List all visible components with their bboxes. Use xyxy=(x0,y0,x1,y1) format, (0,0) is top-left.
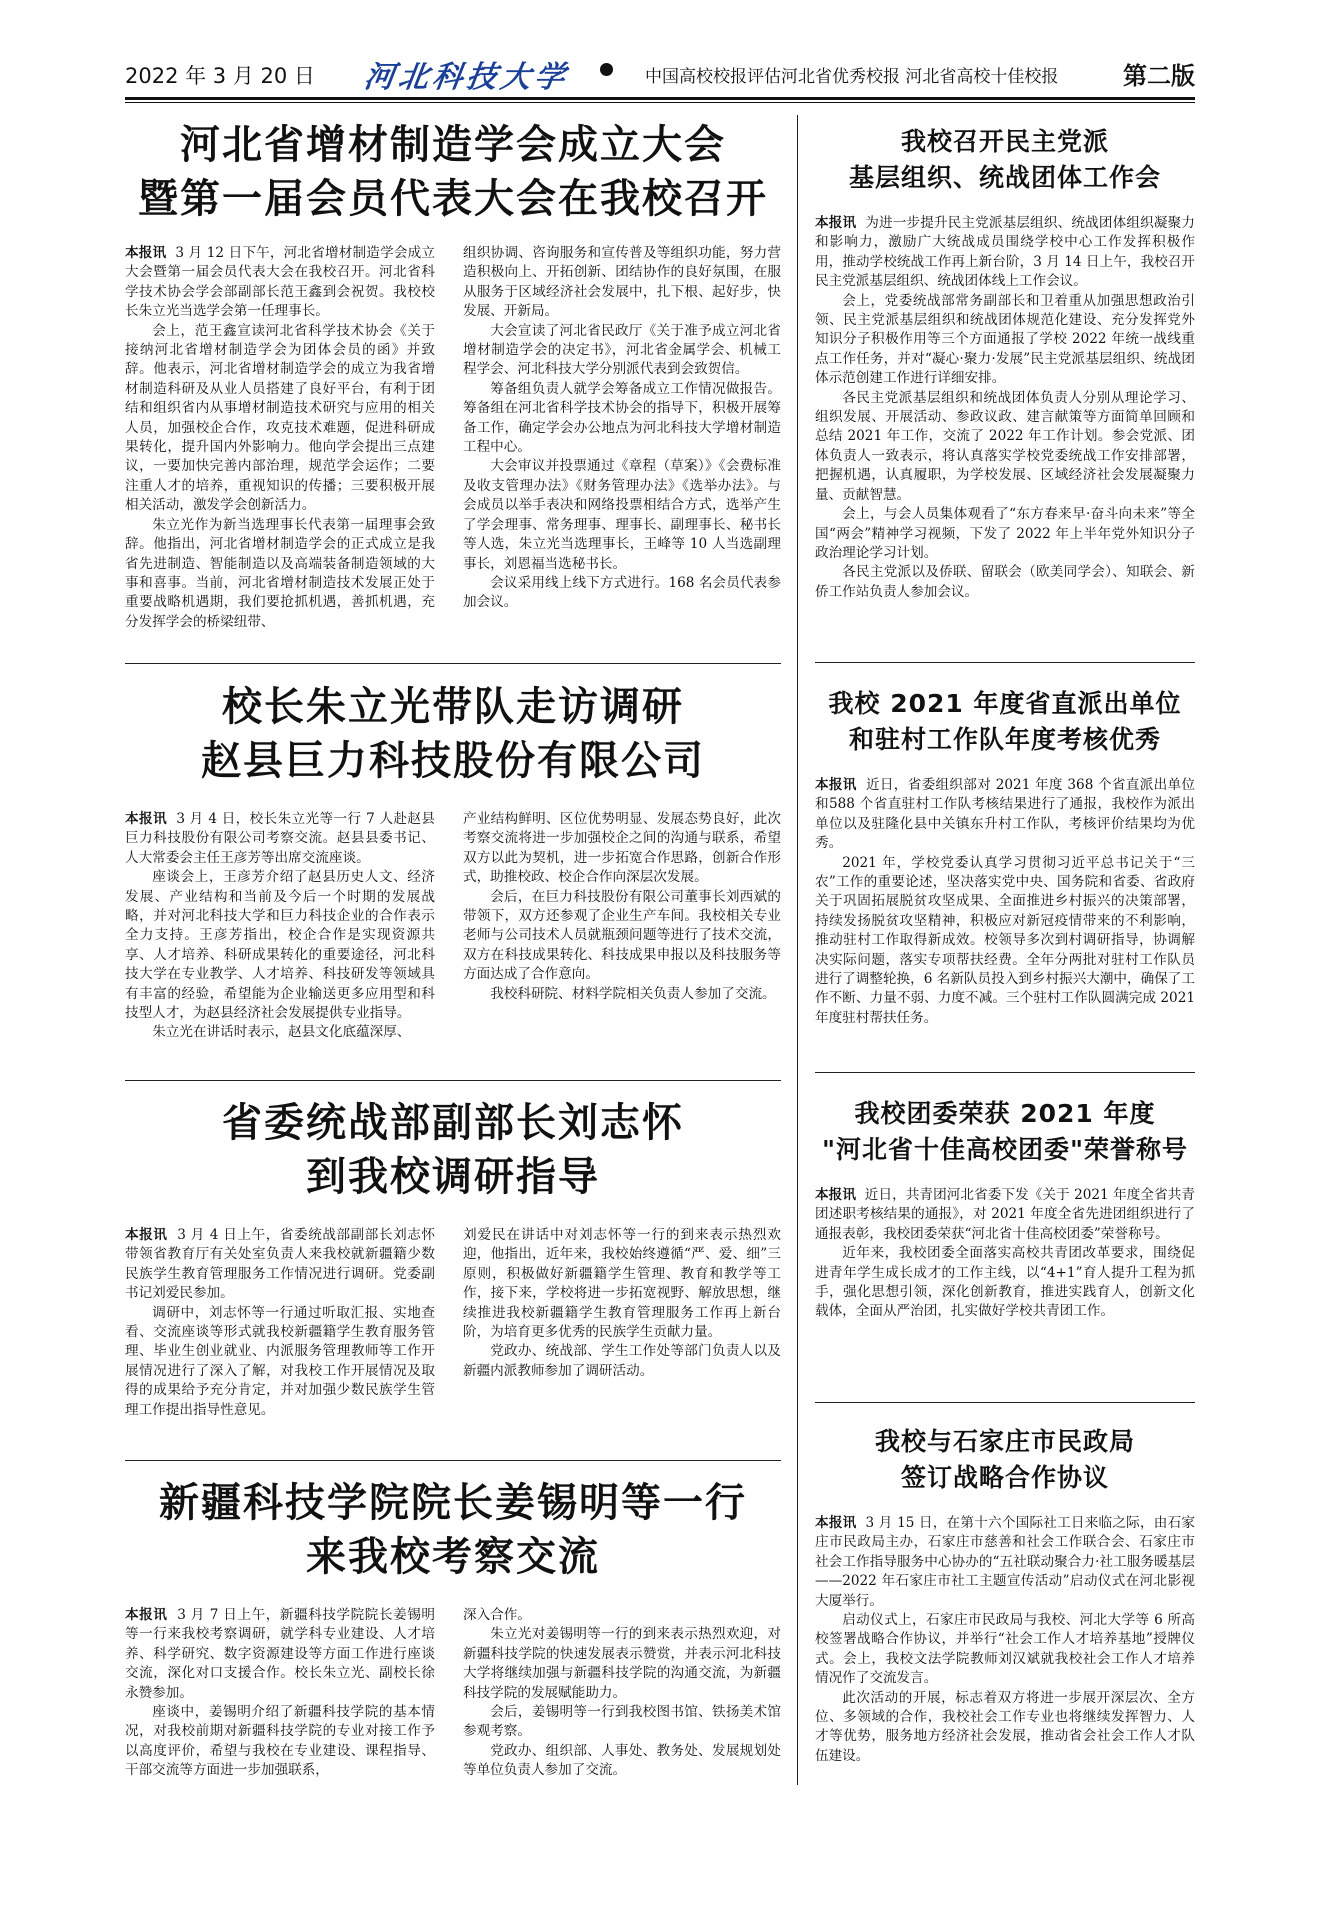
section-rule xyxy=(125,663,781,664)
article-headline xyxy=(125,118,781,226)
headline-line: 基层组织、统战团体工作会 xyxy=(848,163,1161,192)
article-column xyxy=(463,1606,781,1792)
article-headline xyxy=(815,124,1195,196)
headline-line: 来我校考察交流 xyxy=(306,1534,600,1580)
headline-line: 和驻村工作队年度考核优秀 xyxy=(848,725,1161,754)
paragraph: 2021 年，学校党委认真学习贯彻习近平总书记关于“三农”工作的重要论述，坚决落实党中央、国务院和省委、省政府关于巩固拓展脱贫攻坚成果、全面推进乡村振兴的决策部署，持续发扬脱贫攻坚精神，积极应对新冠疫情带来的不利影响，推动驻村工作取得新成效。校领导多次到村调研指导，协调解决实际问题，落实专项帮扶经费。全年分两批对驻村工作队员进行了调整轮换，6 名新队员投入到乡村振兴大潮中，确保了工作不断、力量不弱、力度不减。三个驻村工作队圆满完成 2021 年度驻村帮扶任务。 xyxy=(815,854,1195,1026)
article-column xyxy=(463,1226,781,1402)
section-rule xyxy=(125,1460,781,1461)
article-xinjiang-college-visit xyxy=(125,1476,781,1792)
lead-tag: 本报讯 xyxy=(125,245,167,261)
article-column xyxy=(125,244,435,639)
article-column xyxy=(463,244,781,639)
bullet-dot-icon xyxy=(600,63,613,76)
section-rule xyxy=(815,1402,1195,1403)
article-united-front-visit xyxy=(125,1096,781,1418)
paragraph: 本报讯 3 月 12 日下午，河北省增材制造学会成立大会暨第一届会员代表大会在我校召开。河北省科学技术协会学会部副部长范王鑫到会祝贺。我校校长朱立光当选学会第一任理事长。 xyxy=(125,245,435,320)
lead-tag: 本报讯 xyxy=(815,1187,856,1203)
section-rule xyxy=(815,662,1195,663)
paragraph: 深入合作。 xyxy=(463,1607,531,1623)
paragraph: 本报讯 3 月 15 日，在第十六个国际社工日来临之际，由石家庄市民政局主办，石家庄市慈善和社会工作联合会、石家庄市社会工作指导服务中心协办的“五社联动聚合力·社工服务暖基层——2022 年石家庄市社工主题宣传活动”启动仪式在河北影视大厦举行。 xyxy=(815,1515,1195,1609)
paragraph: 朱立光对姜锡明等一行的到来表示热烈欢迎，对新疆科技学院的快速发展表示赞赏，并表示河北科技大学将继续加强与新疆科技学院的沟通交流，为新疆科技学院的发展赋能助力。 xyxy=(463,1626,781,1701)
section-rule xyxy=(815,1072,1195,1073)
paragraph: 朱立光作为新当选理事长代表第一届理事会致辞。他指出，河北省增材制造学会的正式成立是我省先进制造、智能制造以及高端装备制造领域的大事和喜事。当前，河北省增材制造技术发展正处于重要战略机遇期，我们要抢抓机遇，善抓机遇，充分发挥学会的桥梁纽带、 xyxy=(125,516,435,630)
paragraph: 筹备组负责人就学会筹备成立工作情况做报告。筹备组在河北省科学技术协会的指导下，积极开展筹备工作，确定学会办公地点为河北科技大学增材制造工程中心。 xyxy=(463,380,781,456)
headline-line: 新疆科技学院院长姜锡明等一行 xyxy=(159,1480,747,1526)
headline-line: 河北省增材制造学会成立大会 xyxy=(180,122,726,168)
article-body xyxy=(815,776,1195,1062)
paragraph: 大会审议并投票通过《章程（草案）》《会费标准及收支管理办法》《财务管理办法》《选举办法》。与会成员以举手表决和网络投票相结合方式，选举产生了学会理事、常务理事、理事长、副理事长、秘书长等人选，朱立光当选理事长，王峰等 10 人当选副理事长，刘恩福当选秘书长。 xyxy=(463,458,781,572)
headline-line: 赵县巨力科技股份有限公司 xyxy=(201,738,705,784)
paragraph: 座谈中，姜锡明介绍了新疆科技学院的基本情况，对我校前期对新疆科技学院的专业对接工作予以高度评价，希望与我校在专业建设、课程指导、干部交流等方面进一步加强联系， xyxy=(125,1704,435,1779)
sidebar-article-democratic-parties xyxy=(815,124,1195,652)
edition-label: 第二版 xyxy=(1123,62,1195,90)
lead-tag: 本报讯 xyxy=(815,1515,857,1531)
article-headline xyxy=(815,686,1195,758)
lead-tag: 本报讯 xyxy=(125,1607,168,1623)
paragraph: 本报讯 3 月 7 日上午，新疆科技学院院长姜锡明等一行来我校考察调研，就学科专业建设、人才培养、科学研究、数字资源建设等方面工作进行座谈交流，深化对口支援合作。校长朱立光、副校长徐永赞参加。 xyxy=(125,1607,435,1701)
headline-line: 我校 2021 年度省直派出单位 xyxy=(828,689,1182,718)
paragraph: 近年来，我校团委全面落实高校共青团改革要求，围绕促进青年学生成长成才的工作主线，以“4+1”育人提升工程为抓手，强化思想引领，深化创新教育，推进实践育人，创新文化载体，全面从严治团，扎实做好学校共青团工作。 xyxy=(815,1245,1195,1320)
article-headline xyxy=(125,1096,781,1204)
article-headline xyxy=(815,1424,1195,1496)
headline-line: 我校召开民主党派 xyxy=(900,127,1109,156)
paragraph: 大会宣读了河北省民政厅《关于准予成立河北省增材制造学会的决定书》，河北省金属学会、机械工程学会、河北科技大学分别派代表到会致贺信。 xyxy=(463,322,781,378)
sidebar-article-youth-league xyxy=(815,1096,1195,1364)
paragraph: 会后，姜锡明等一行到我校图书馆、铁扬美术馆参观考察。 xyxy=(463,1704,781,1740)
headline-line: 我校与石家庄市民政局 xyxy=(874,1427,1135,1456)
paragraph: 组织协调、咨询服务和宣传普及等组织功能，努力营造积极向上、开拓创新、团结协作的良好氛围，在服从服务于区域经济社会发展中，扎下根、起好步，快发展、开新局。 xyxy=(463,245,781,320)
article-column xyxy=(125,810,435,1066)
paragraph: 会后，在巨力科技股份有限公司董事长刘西斌的带领下，双方还参观了企业生产车间。我校相关专业老师与公司技术人员就瓶颈问题等进行了技术交流，双方在科技成果转化、科技成果申报以及科技服务等方面达成了合作意向。 xyxy=(463,888,781,983)
column-divider xyxy=(797,115,798,1785)
paragraph: 本报讯 近日，共青团河北省委下发《关于 2021 年度全省共青团述职考核结果的通报》，对 2021 年度全省先进团组织进行了通报表彰，我校团委荣获“河北省十佳高校团委”荣誉称号。 xyxy=(815,1187,1195,1242)
article-headline xyxy=(125,1476,781,1584)
paragraph: 党政办、组织部、人事处、教务处、发展规划处等单位负责人参加了交流。 xyxy=(463,1742,781,1779)
paragraph: 会上，党委统战部常务副部长和卫着重从加强思想政治引领、民主党派基层组织和统战团体规范化建设、充分发挥党外知识分子积极作用等三个方面通报了学校 2022 年统一战线重点工作任务，并对“凝心·聚力·发展”民主党派基层组织、统战团体示范创建工作进行详细安排。 xyxy=(815,292,1195,387)
paragraph: 座谈会上，王彦芳介绍了赵县历史人文、经济发展、产业结构和当前及今后一个时期的发展战略，并对河北科技大学和巨力科技企业的合作表示全力支持。王彦芳指出，校企合作是实现资源共享、人才培养、科研成果转化的重要途径，河北科技大学在专业教学、人才培养、科技研发等领域具有丰富的经验，希望能为企业输送更多应用型和科技型人才，为赵县经济社会发展提供专业指导。 xyxy=(125,869,435,1022)
paragraph: 会议采用线上线下方式进行。168 名会员代表参加会议。 xyxy=(463,574,781,611)
paragraph: 本报讯 近日，省委组织部对 2021 年度 368 个省直派出单位和588 个省直驻村工作队考核结果进行了通报，我校作为派出单位以及驻隆化县中关镇东升村工作队，考核评价结果均为优秀。 xyxy=(815,777,1195,852)
lead-tag: 本报讯 xyxy=(815,215,857,231)
masthead xyxy=(125,58,1195,96)
paragraph: 此次活动的开展，标志着双方将进一步展开深层次、全方位、多领域的合作，我校社会工作专业也将继续发挥智力、人才等优势，服务地方经济社会发展，推动省会社会工作人才队伍建设。 xyxy=(815,1689,1195,1764)
headline-line: 签订战略合作协议 xyxy=(900,1463,1109,1492)
headline-line: 省委统战部副部长刘志怀 xyxy=(222,1100,684,1146)
sidebar-article-village-work-team xyxy=(815,686,1195,1062)
article-headline xyxy=(125,680,781,788)
paragraph: 刘爱民在讲话中对刘志怀等一行的到来表示热烈欢迎，他指出，近年来，我校始终遵循“严、爱、细”三原则，积极做好新疆籍学生管理、教育和教学等工作，接下来，学校将进一步拓宽视野、解放思想，继续推进我校新疆籍学生教育管理服务工作再上新台阶，为培育更多优秀的民族学生贡献力量。 xyxy=(463,1227,781,1341)
paragraph: 会上，与会人员集体观看了“东方春来早·奋斗向未来”等全国“两会”精神学习视频，下发了 2022 年上半年党外知识分子政治理论学习计划。 xyxy=(815,506,1195,561)
masthead-rule xyxy=(125,97,1195,100)
sidebar-article-civil-affairs-agreement xyxy=(815,1424,1195,1800)
headline-line: 校长朱立光带队走访调研 xyxy=(222,684,684,730)
section-rule xyxy=(125,1080,781,1081)
article-body xyxy=(815,1186,1195,1364)
paragraph: 各民主党派基层组织和统战团体负责人分别从理论学习、组织发展、开展活动、参政议政、建言献策等方面简单回顾和总结 2021 年工作，交流了 2022 年工作计划。参会党派、团体负责人一致表示，将认真落实学校党委统战工作安排部署，把握机遇，认真履职，为学校发展、区域经济社会发展凝聚力量、贡献智慧。 xyxy=(815,389,1195,503)
paragraph: 我校科研院、材料学院相关负责人参加了交流。 xyxy=(490,985,776,1002)
paragraph: 朱立光在讲话时表示，赵县文化底蕴深厚、 xyxy=(152,1024,411,1041)
article-headline xyxy=(815,1096,1195,1168)
article-body xyxy=(815,214,1195,652)
article-body xyxy=(815,1514,1195,1800)
paragraph: 本报讯 3 月 4 日，校长朱立光等一行 7 人赴赵县巨力科技股份有限公司考察交流。赵县县委书记、人大常委会主任王彦芳等出席交流座谈。 xyxy=(125,811,435,866)
lead-tag: 本报讯 xyxy=(815,777,857,793)
masthead-slogan: 中国高校校报评估河北省优秀校报 河北省高校十佳校报 xyxy=(645,67,1059,87)
paragraph: 启动仪式上，石家庄市民政局与我校、河北大学等 6 所高校签署战略合作协议，并举行“社会工作人才培养基地”授牌仪式。会上，我校文法学院教师刘汉斌就我校社会工作人才培养情况作了交流发言。 xyxy=(815,1612,1195,1687)
article-additive-manufacturing-society xyxy=(125,118,781,639)
article-column xyxy=(125,1606,435,1792)
paragraph: 各民主党派以及侨联、留联会（欧美同学会）、知联会、新侨工作站负责人参加会议。 xyxy=(815,564,1195,600)
paragraph: 本报讯 3 月 4 日上午，省委统战部副部长刘志怀带领省教育厅有关处室负责人来我校就新疆籍少数民族学生教育管理服务工作情况进行调研。党委副书记刘爱民参加。 xyxy=(125,1227,435,1302)
lead-tag: 本报讯 xyxy=(125,1227,168,1243)
lead-tag: 本报讯 xyxy=(125,811,167,827)
article-juli-technology-visit xyxy=(125,680,781,1066)
newspaper-logo: 河北科技大学 xyxy=(362,60,571,95)
paragraph: 调研中，刘志怀等一行通过听取汇报、实地查看、交流座谈等形式就我校新疆籍学生教育服务管理、毕业生创业就业、内派服务管理教师等工作开展情况进行了深入了解，对我校工作开展情况及取得的成果给予充分肯定，并对加强少数民族学生管理工作提出指导性意见。 xyxy=(125,1304,435,1418)
paragraph: 会上，范王鑫宣读河北省科学技术协会《关于接纳河北省增材制造学会为团体会员的函》并致辞。他表示，河北省增材制造学会的成立为我省增材制造科研及从业人员搭建了良好平台，有利于团结和组织省内从事增材制造技术研究与应用的相关人员，加强校企合作，攻克技术难题，促进科研成果转化，提升国内外影响力。他向学会提出三点建议，一要加快完善内部治理，规范学会运作；二要注重人才的培养，重视知识的传播；三要积极开展相关活动，激发学会创新活力。 xyxy=(125,322,435,514)
masthead-rule-thin xyxy=(125,102,1195,103)
paragraph: 本报讯 为进一步提升民主党派基层组织、统战团体组织凝聚力和影响力，激励广大统战成员围绕学校中心工作发挥积极作用，推动学校统战工作再上新台阶，3 月 14 日上午，我校召开民主党派基层组织、统战团体线上工作会议。 xyxy=(815,215,1195,290)
headline-line: "河北省十佳高校团委"荣誉称号 xyxy=(821,1135,1189,1164)
paragraph: 党政办、统战部、学生工作处等部门负责人以及新疆内派教师参加了调研活动。 xyxy=(463,1343,781,1379)
paragraph: 产业结构鲜明、区位优势明显、发展态势良好，此次考察交流将进一步加强校企之间的沟通与联系，希望双方以此为契机，进一步拓宽合作思路，创新合作形式，助推校政、校企合作向深层次发展。 xyxy=(463,811,781,886)
article-column xyxy=(463,810,781,1066)
article-column xyxy=(125,1226,435,1418)
headline-line: 暨第一届会员代表大会在我校召开 xyxy=(138,176,768,222)
headline-line: 到我校调研指导 xyxy=(306,1154,600,1200)
issue-date: 2022 年 3 月 20 日 xyxy=(125,64,315,88)
headline-line: 我校团委荣获 2021 年度 xyxy=(854,1099,1156,1128)
